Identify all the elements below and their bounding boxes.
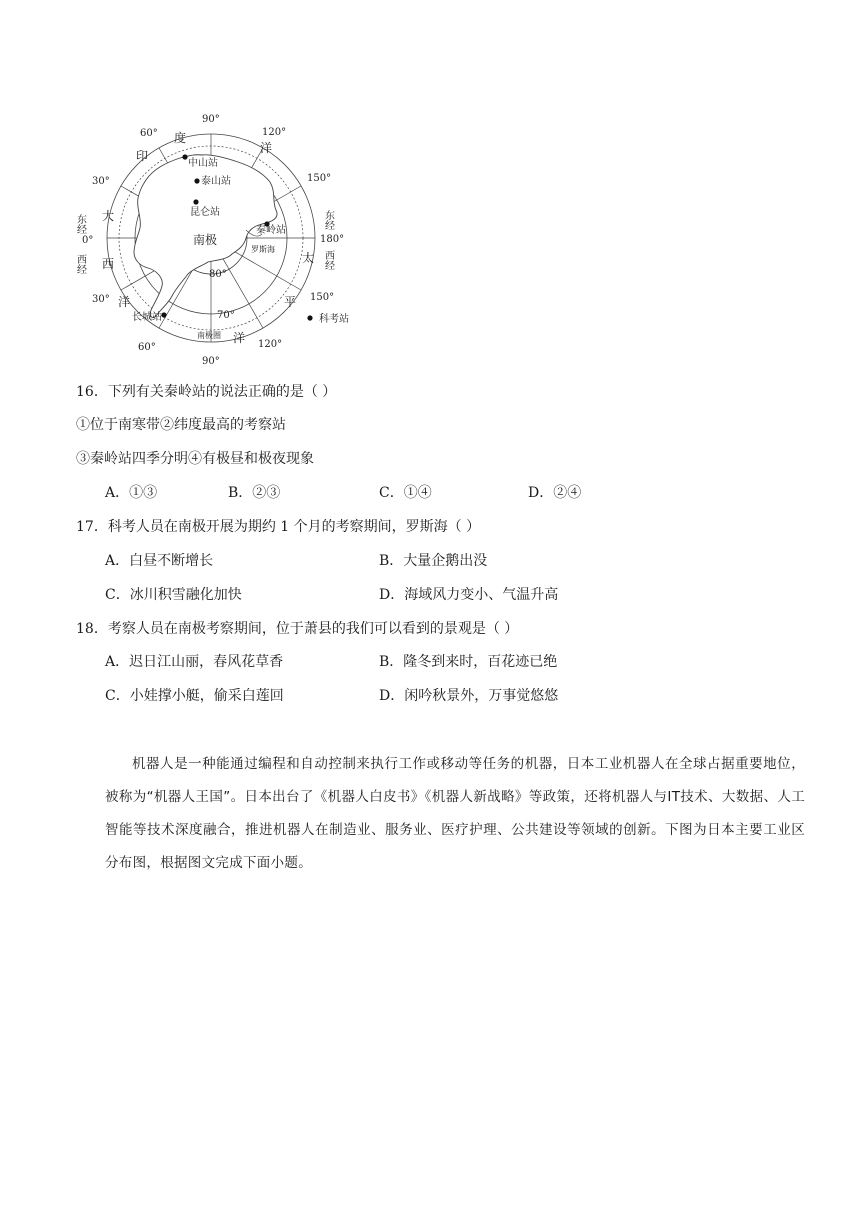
ocean-yang-tr: 洋 xyxy=(260,141,273,155)
label-lat-80: 80° xyxy=(209,269,227,280)
label-150-br: 150° xyxy=(310,292,335,303)
ocean-yin: 印 xyxy=(136,149,149,163)
label-west-lon-right: 西经 xyxy=(322,250,334,270)
question-18-option-b[interactable]: B．隆冬到来时，百花迹已绝 xyxy=(379,654,558,670)
changcheng-station-marker xyxy=(161,312,166,317)
robot-passage: 机器人是一种能通过编程和自动控制来执行工作或移动等任务的机器，日本工业机器人在全球占据重要地位，被称为“机器人王国”。日本出台了《机器人白皮书》《机器人新战略》等政策，还将机器人与IT技术、大数据、人工智能等技术深度融合，推进机器人在制造业、服务业、医疗护理、公共建设等领域的创新。下图为日本主要工业区分布图，根据图文完成下面小题。 xyxy=(105,756,805,871)
ross-sea-label: 罗斯海 xyxy=(251,245,275,254)
question-16-statement-1: ①位于南寒带②纬度最高的考察站 xyxy=(76,417,286,433)
taishan-station-marker xyxy=(194,178,199,183)
research-ship-marker xyxy=(307,315,312,320)
question-16-stem: 16．下列有关秦岭站的说法正确的是（ ） xyxy=(76,384,337,400)
question-16-option-a[interactable]: A．①③ xyxy=(105,485,158,501)
zhongshan-station-marker xyxy=(182,154,187,159)
label-east-lon-right: 东经 xyxy=(322,210,334,230)
label-30-l: 30° xyxy=(92,176,110,187)
changcheng-station-label: 长城站 xyxy=(132,312,162,323)
label-90-bottom: 90° xyxy=(202,356,220,367)
question-16-option-d[interactable]: D．②④ xyxy=(528,485,582,501)
ocean-ping: 平 xyxy=(284,295,297,309)
question-18-option-d[interactable]: D．闲吟秋景外，万事觉悠悠 xyxy=(379,688,559,704)
question-16-statement-2: ③秦岭站四季分明④有极昼和极夜现象 xyxy=(76,451,314,467)
ocean-tai: 太 xyxy=(302,251,315,265)
research-ship-label: 科考站 xyxy=(319,314,349,325)
kunlun-station-label: 昆仑站 xyxy=(190,207,220,218)
question-17-option-a[interactable]: A．白昼不断增长 xyxy=(105,553,214,569)
label-30-bl: 30° xyxy=(92,294,110,305)
question-18-option-c[interactable]: C．小娃撑小艇，偷采白莲回 xyxy=(105,688,284,704)
ocean-xi: 西 xyxy=(102,257,115,271)
label-east-lon-left: 东经 xyxy=(74,214,86,234)
question-17-stem: 17．科考人员在南极开展为期约 1 个月的考察期间，罗斯海（ ） xyxy=(76,519,481,535)
label-90-top: 90° xyxy=(202,114,220,125)
label-180: 180° xyxy=(320,234,345,245)
label-60-tl: 60° xyxy=(140,128,158,139)
question-16-option-c[interactable]: C．①④ xyxy=(379,485,432,501)
label-120-tr: 120° xyxy=(262,127,287,138)
ocean-yang-br: 洋 xyxy=(233,331,246,345)
label-60-bl: 60° xyxy=(138,342,156,353)
label-150-r: 150° xyxy=(307,173,332,184)
question-17-option-c[interactable]: C．冰川积雪融化加快 xyxy=(105,587,242,603)
question-16-option-b[interactable]: B．②③ xyxy=(228,485,281,501)
antarctica-polar-map xyxy=(76,110,366,370)
antarctic-circle-label: 南极圈 xyxy=(197,331,221,340)
question-18-stem: 18．考察人员在南极考察期间，位于萧县的我们可以看到的景观是（ ） xyxy=(76,621,519,637)
zhongshan-station-label: 中山站 xyxy=(188,158,218,169)
label-west-lon-left: 西经 xyxy=(74,254,86,274)
label-120-br: 120° xyxy=(258,339,283,350)
taishan-station-label: 泰山站 xyxy=(201,176,231,187)
ocean-yang-bl: 洋 xyxy=(118,295,131,309)
kunlun-station-marker xyxy=(193,199,198,204)
ocean-du: 度 xyxy=(174,131,187,145)
ocean-da: 大 xyxy=(102,209,115,223)
qinling-station-label: 秦岭站 xyxy=(256,225,286,236)
label-0: 0° xyxy=(82,235,94,246)
question-17-option-b[interactable]: B．大量企鹅出没 xyxy=(379,553,488,569)
question-18-option-a[interactable]: A．迟日江山丽，春风花草香 xyxy=(105,654,284,670)
question-17-option-d[interactable]: D．海域风力变小、气温升高 xyxy=(379,587,559,603)
south-pole-label: 南极 xyxy=(193,233,218,247)
label-lat-70: 70° xyxy=(217,310,235,321)
